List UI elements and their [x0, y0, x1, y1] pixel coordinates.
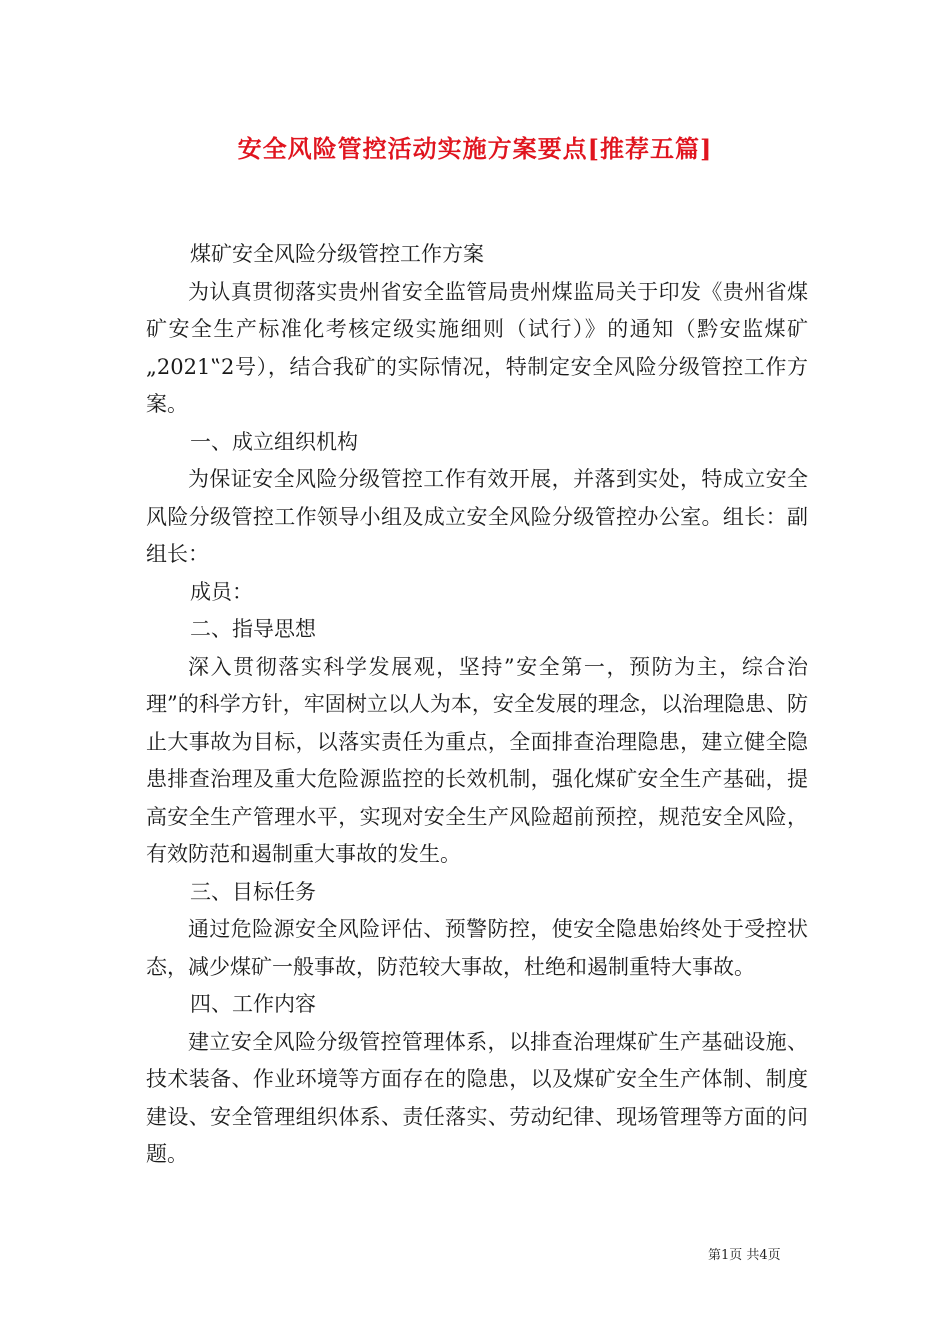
section-heading-objectives: 三、目标任务: [190, 879, 316, 904]
intro-paragraph: 为认真贯彻落实贵州省安全监管局贵州煤监局关于印发《贵州省煤矿安全生产标准化考核定级实施细则（试行）》的通知（黔安监煤矿„2021‟2号），结合我矿的实际情况，特制定安全风险分级管控工作方案。: [146, 279, 808, 416]
document-title: 安全风险管控活动实施方案要点[推荐五篇]: [237, 134, 713, 163]
section-heading-guiding-ideology: 二、指导思想: [190, 617, 316, 641]
section-heading-work-content: 四、工作内容: [190, 992, 316, 1016]
document-body: [146, 236, 808, 1174]
work-content-paragraph: 建立安全风险分级管控管理体系，以排查治理煤矿生产基础设施、技术装备、作业环境等方面存在的隐患，以及煤矿安全生产体制、制度建设、安全管理组织体系、责任落实、劳动纪律、现场管理等方面的问题。: [146, 1029, 808, 1166]
section-subtitle: 煤矿安全风险分级管控工作方案: [190, 242, 484, 266]
page-number-indicator: 第1页 共4页: [708, 1248, 781, 1263]
organization-paragraph: 为保证安全风险分级管控工作有效开展，并落到实处，特成立安全风险分级管控工作领导小组及成立安全风险分级管控办公室。组长：副组长：: [146, 467, 808, 566]
guiding-ideology-paragraph: 深入贯彻落实科学发展观，坚持”安全第一，预防为主，综合治理”的科学方针，牢固树立以人为本，安全发展的理念，以治理隐患、防止大事故为目标，以落实责任为重点，全面排查治理隐患，建立健全隐患排查治理及重大危险源监控的长效机制，强化煤矿安全生产基础，提高安全生产管理水平，实现对安全生产风险超前预控，规范安全风险，有效防范和遏制重大事故的发生。: [146, 654, 808, 866]
section-heading-organization: 一、成立组织机构: [190, 429, 358, 454]
members-line: 成员：: [190, 579, 253, 604]
objectives-paragraph: 通过危险源安全风险评估、预警防控，使安全隐患始终处于受控状态，减少煤矿一般事故，防范较大事故，杜绝和遏制重特大事故。: [146, 917, 808, 979]
